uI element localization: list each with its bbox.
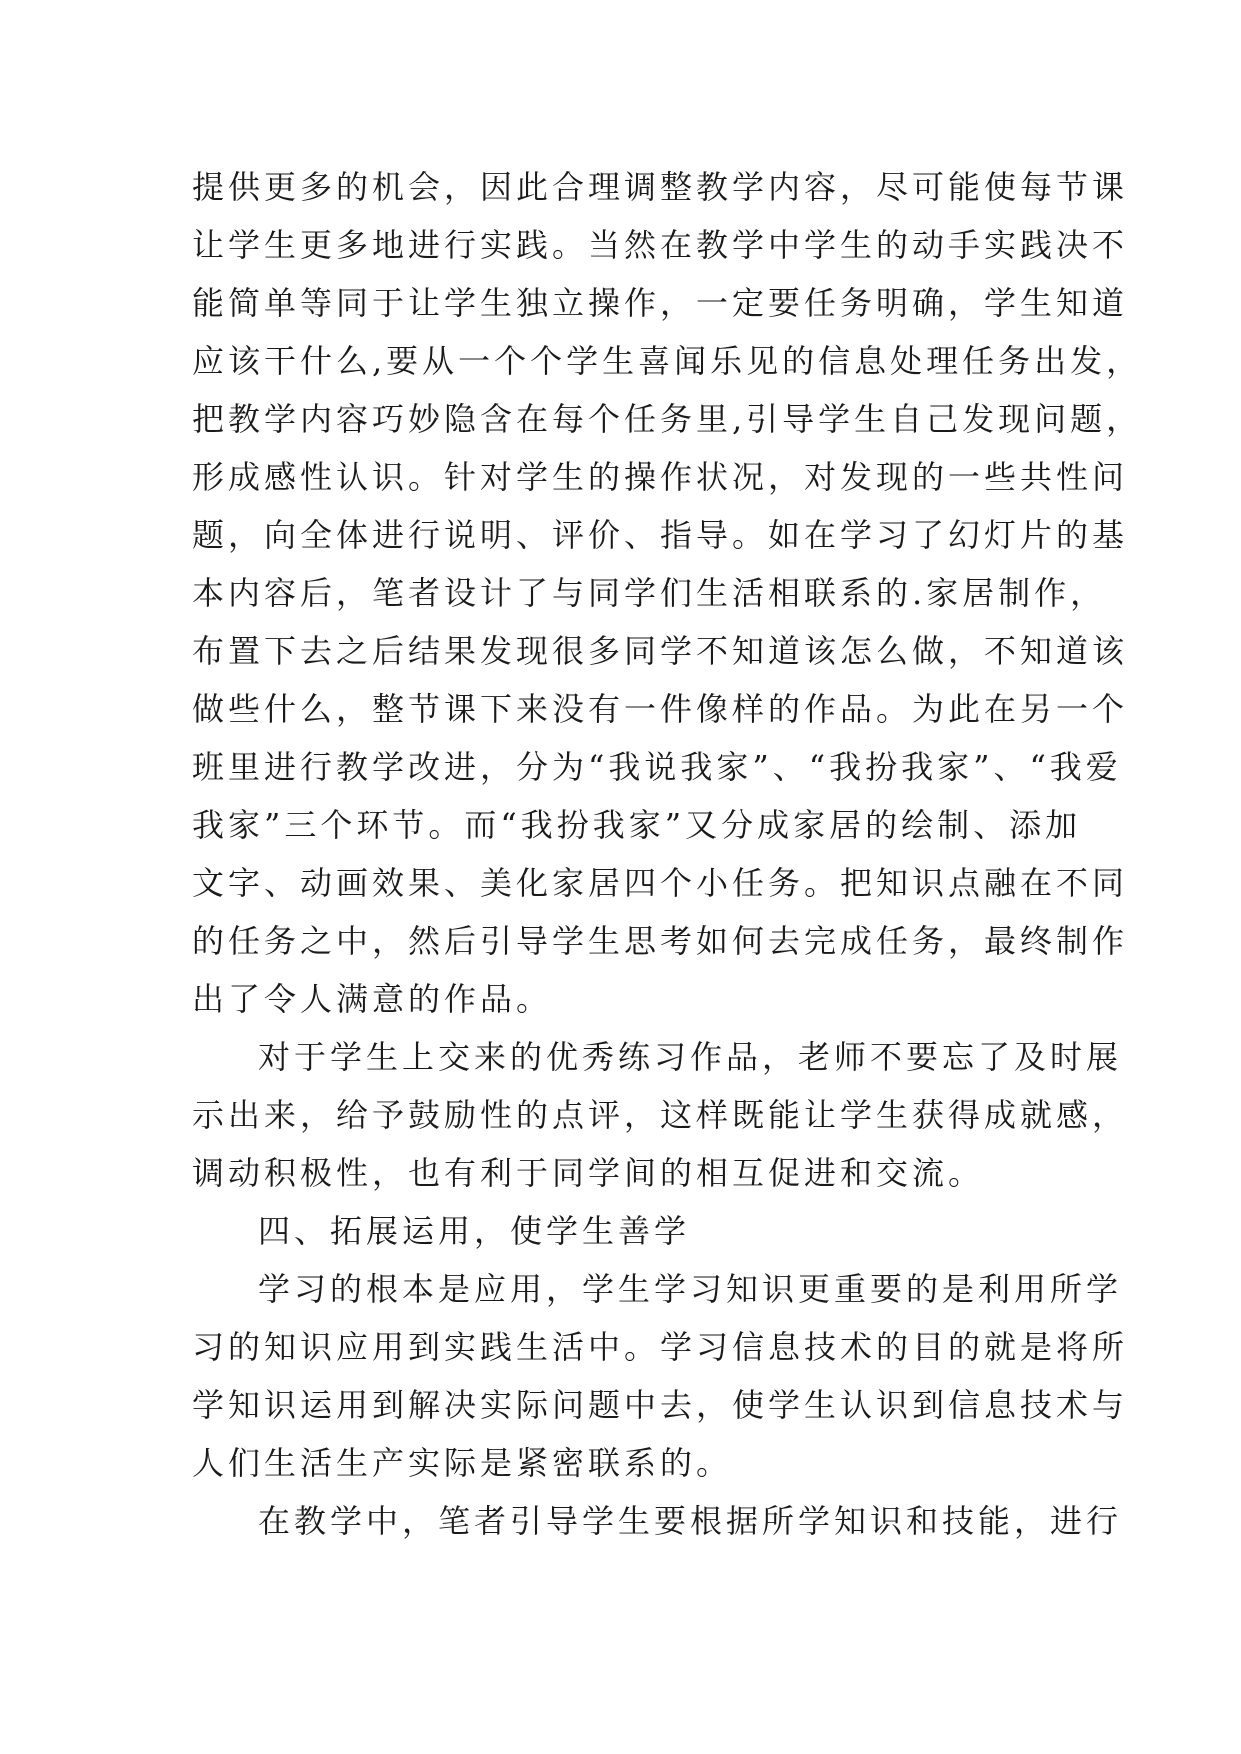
paragraph-first-line: 对于学生上交来的优秀练习作品，老师不要忘了及时展 bbox=[258, 1038, 1123, 1076]
text-line: 让学生更多地进行实践。当然在教学中学生的动手实践决不 bbox=[192, 226, 1129, 264]
text-line: 做些什么，整节课下来没有一件像样的作品。为此在另一个 bbox=[192, 690, 1129, 728]
text-line: 提供更多的机会，因此合理调整教学内容，尽可能使每节课 bbox=[192, 168, 1129, 206]
paragraph-first-line: 在教学中，笔者引导学生要根据所学知识和技能，进行 bbox=[258, 1502, 1123, 1540]
text-line: 文字、动画效果、美化家居四个小任务。把知识点融在不同 bbox=[192, 864, 1129, 902]
text-line: 调动积极性，也有利于同学间的相互促进和交流。 bbox=[192, 1154, 985, 1192]
text-line: 把教学内容巧妙隐含在每个任务里,引导学生自己发现问题， bbox=[192, 400, 1143, 438]
paragraph-first-line: 学习的根本是应用，学生学习知识更重要的是利用所学 bbox=[258, 1270, 1123, 1308]
text-line: 出了令人满意的作品。 bbox=[192, 980, 553, 1018]
text-line: 能简单等同于让学生独立操作，一定要任务明确，学生知道 bbox=[192, 284, 1129, 322]
section-heading: 四、拓展运用，使学生善学 bbox=[258, 1212, 691, 1250]
text-line: 学知识运用到解决实际问题中去，使学生认识到信息技术与 bbox=[192, 1386, 1129, 1424]
text-line: 应该干什么,要从一个个学生喜闻乐见的信息处理任务出发， bbox=[192, 342, 1143, 380]
text-line: 我家”三个环节。而“我扮我家”又分成家居的绘制、添加 bbox=[192, 806, 1082, 844]
text-line: 示出来，给予鼓励性的点评，这样既能让学生获得成就感， bbox=[192, 1096, 1129, 1134]
text-line: 题，向全体进行说明、评价、指导。如在学习了幻灯片的基 bbox=[192, 516, 1129, 554]
text-line: 习的知识应用到实践生活中。学习信息技术的目的就是将所 bbox=[192, 1328, 1129, 1366]
text-line: 人们生活生产实际是紧密联系的。 bbox=[192, 1444, 733, 1482]
text-line: 的任务之中，然后引导学生思考如何去完成任务，最终制作 bbox=[192, 922, 1129, 960]
text-line: 布置下去之后结果发现很多同学不知道该怎么做，不知道该 bbox=[192, 632, 1129, 670]
text-line: 本内容后，笔者设计了与同学们生活相联系的.家居制作， bbox=[192, 574, 1107, 612]
text-line: 形成感性认识。针对学生的操作状况，对发现的一些共性问 bbox=[192, 458, 1129, 496]
text-line: 班里进行教学改进，分为“我说我家”、“我扮我家”、“我爱 bbox=[192, 748, 1122, 786]
